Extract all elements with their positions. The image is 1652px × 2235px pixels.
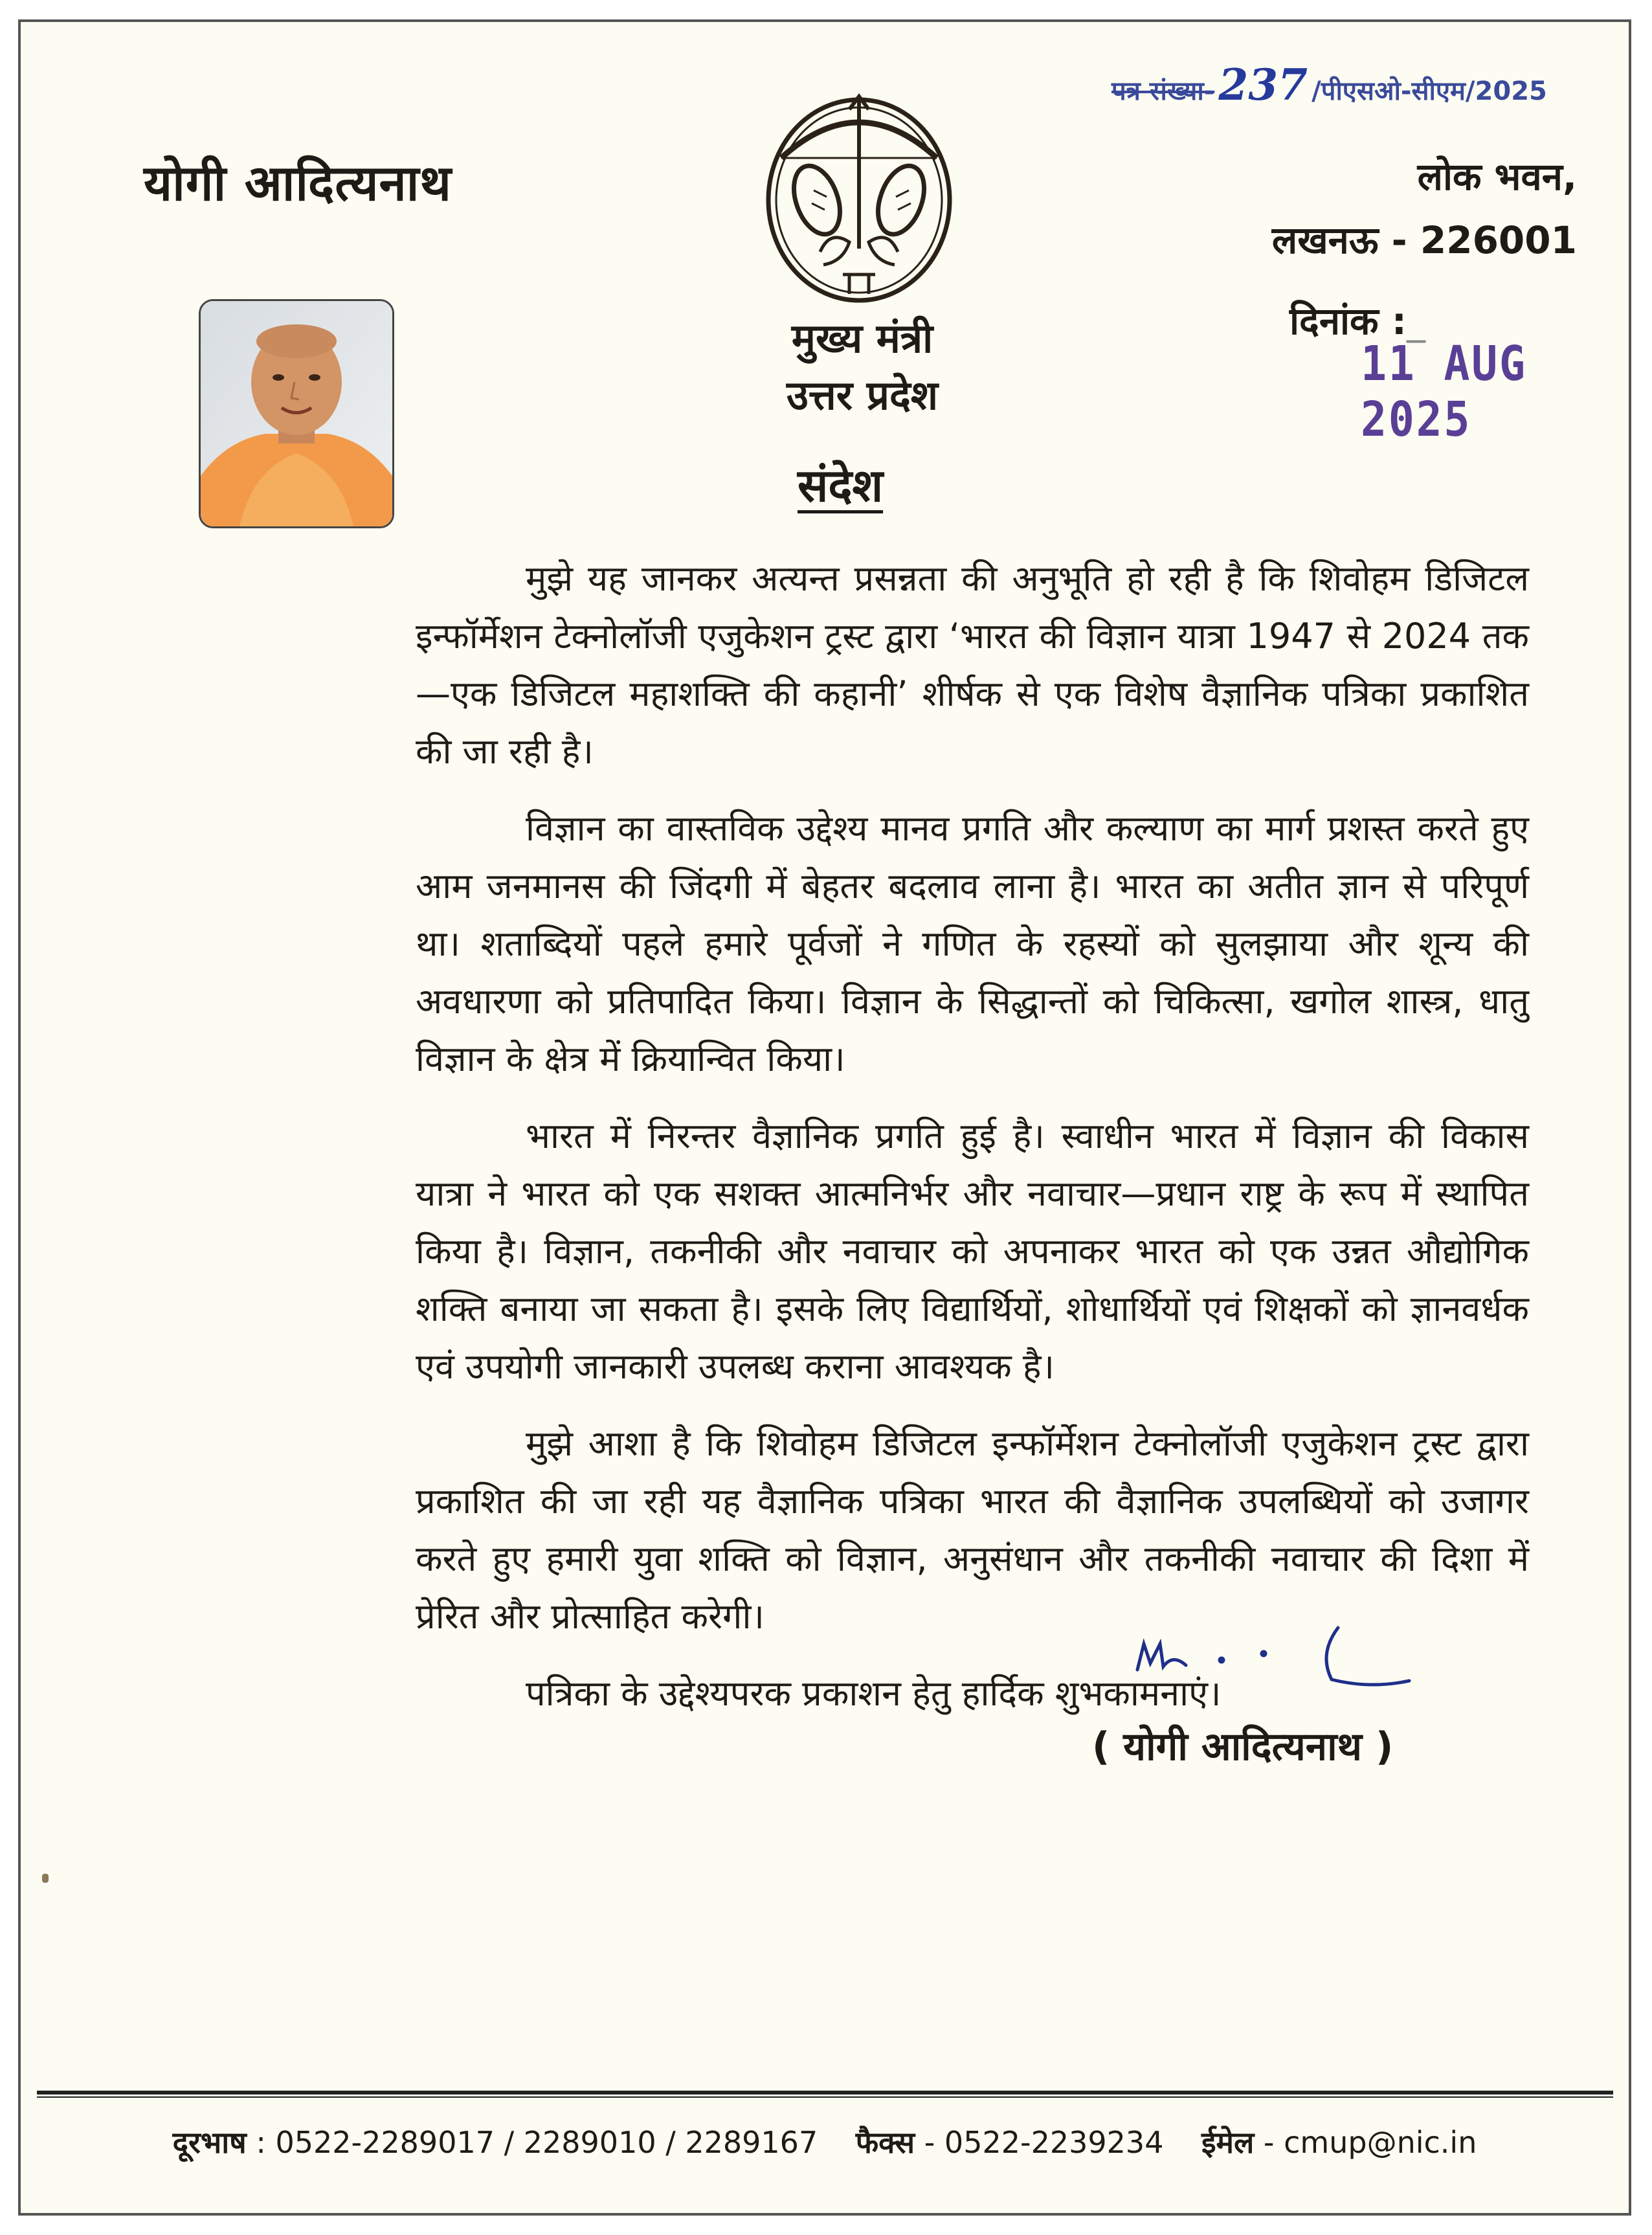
portrait-photo [199, 299, 394, 528]
state-emblem-icon [752, 80, 966, 313]
letter-ref-number: 237 [1218, 60, 1308, 110]
letter-page [18, 19, 1631, 2216]
signatory-name: ( योगी आदित्यनाथ ) [1092, 1724, 1394, 1769]
date-stamp: 11 AUG 2025 [1361, 336, 1527, 447]
sender-name: योगी आदित्यनाथ [144, 154, 452, 212]
message-body [416, 550, 1529, 1742]
address-block [1272, 145, 1577, 272]
address-line-2: लखनऊ - 226001 [1271, 218, 1577, 262]
email-address: - cmup@nic.in [1263, 2125, 1477, 2160]
phone-label: दूरभाष [172, 2125, 247, 2160]
fax-number: - 0522-2239234 [924, 2125, 1164, 2160]
signature-icon [1124, 1608, 1429, 1705]
portrait-image [201, 301, 392, 526]
address-line-1: लोक भवन, [1417, 155, 1577, 199]
paragraph: भारत में निरन्तर वैज्ञानिक प्रगति हुई है। स्वाधीन भारत में विज्ञान की विकास यात्रा ने भारत को एक सशक्त आत्मनिर्भर और नवाचार—प्रधान राष्ट्र के रूप में स्थापित किया है। विज्ञान, तकनीकी और नवाचार को अपनाकर भारत को एक उन्नत औद्योगिक शक्ति बनाया जा सकता है। इसके लिए विद्यार्थियों, शोधार्थियों एवं शिक्षकों को ज्ञानवर्धक एवं उपयोगी जानकारी उपलब्ध कराना आवश्यक है। [416, 1116, 1529, 1387]
letter-reference [1111, 60, 1547, 110]
footer-contact [21, 2122, 1629, 2162]
paper-mark [42, 1874, 49, 1883]
office-title [694, 310, 1031, 424]
email-label: ईमेल [1201, 2125, 1255, 2160]
paragraph: विज्ञान का वास्तविक उद्देश्य मानव प्रगति और कल्याण का मार्ग प्रशस्त करते हुए आम जनमानस की जिंदगी में बेहतर बदलाव लाना है। भारत का अतीत ज्ञान से परिपूर्ण था। शताब्दियों पहले हमारे पूर्वजों ने गणित के रहस्यों को सुलझाया और शून्य की अवधारणा को प्रतिपादित किया। विज्ञान के सिद्धान्तों को चिकित्सा, खगोल शास्त्र, धातु विज्ञान के क्षेत्र में क्रियान्वित किया। [416, 808, 1529, 1079]
office-line-1: मुख्य मंत्री [791, 315, 933, 362]
paragraph: मुझे यह जानकर अत्यन्त प्रसन्नता की अनुभूति हो रही है कि शिवोहम डिजिटल इन्फॉर्मेशन टेक्नोलॉजी एजुकेशन ट्रस्ट द्वारा ‘भारत की विज्ञान यात्रा 1947 से 2024 तक—एक डिजिटल महाशक्ति की कहानी’ शीर्षक से एक विशेष वैज्ञानिक पत्रिका प्रकाशित की जा रही है। [416, 558, 1529, 772]
paragraph: मुझे आशा है कि शिवोहम डिजिटल इन्फॉर्मेशन टेक्नोलॉजी एजुकेशन ट्रस्ट द्वारा प्रकाशित की जा रही यह वैज्ञानिक पत्रिका भारत की वैज्ञानिक उपलब्धियों को उजागर करते हुए हमारी युवा शक्ति को विज्ञान, अनुसंधान और तकनीकी नवाचार की दिशा में प्रेरित और प्रोत्साहित करेगी। [416, 1423, 1529, 1637]
fax-label: फैक्स [855, 2125, 915, 2160]
letter-ref-prefix: पत्र संख्या- [1111, 76, 1215, 106]
office-line-2: उत्तर प्रदेश [786, 372, 939, 419]
phone-numbers: : 0522-2289017 / 2289010 / 2289167 [256, 2125, 818, 2160]
date-label: दिनांक :_ [1289, 299, 1425, 343]
letter-ref-suffix: /पीएसओ-सीएम/2025 [1312, 76, 1547, 106]
footer-divider [37, 2091, 1613, 2098]
message-heading: संदेश [798, 459, 884, 512]
paragraph: पत्रिका के उद्देश्यपरक प्रकाशन हेतु हार्दिक शुभकामनाएं। [526, 1673, 1222, 1714]
